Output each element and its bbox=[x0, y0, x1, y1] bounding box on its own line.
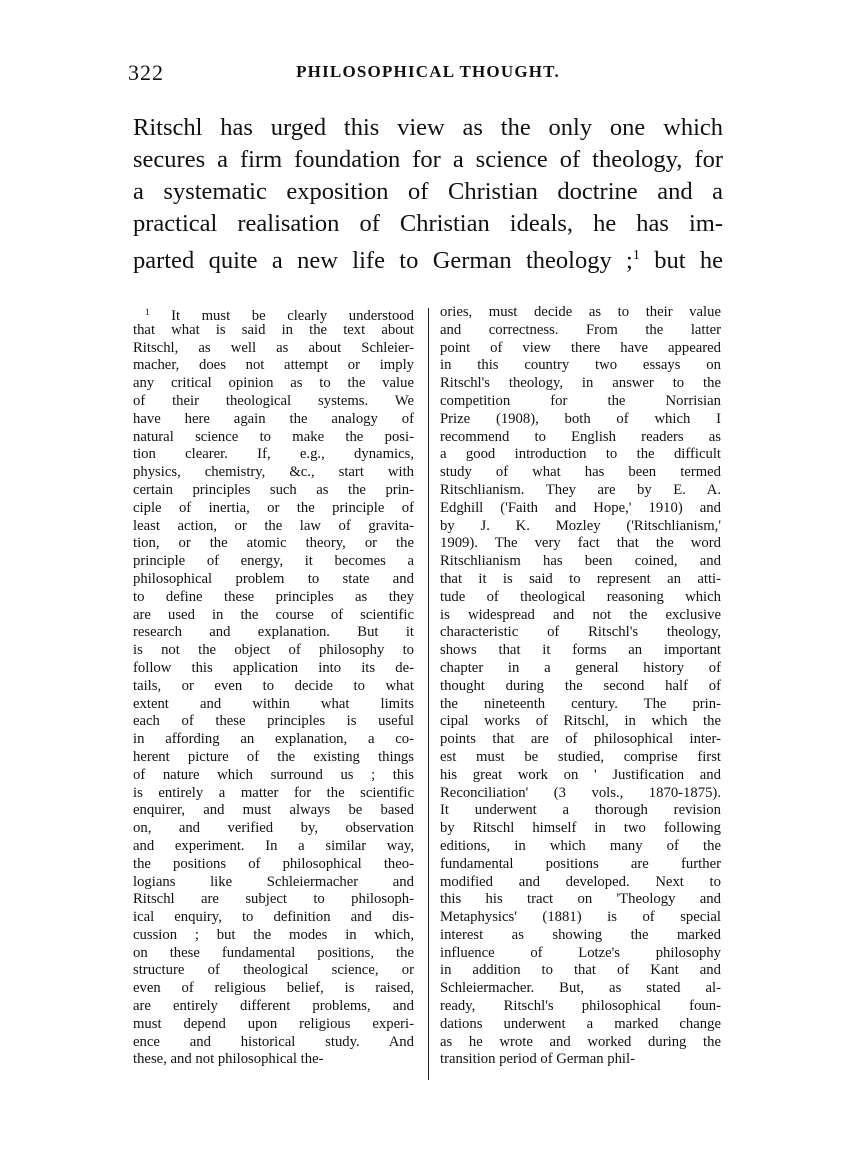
footnote-line: are used in the course of scientific bbox=[133, 606, 414, 623]
footnote-line: Reconciliation' (3 vols., 1870-1875). bbox=[440, 784, 721, 801]
footnote-line: least action, or the law of gravita- bbox=[133, 517, 414, 534]
footnote-line: ready, Ritschl's philosophical foun- bbox=[440, 998, 721, 1015]
footnote-line: of nature which surround us ; this bbox=[133, 766, 414, 783]
footnote-line: certain principles such as the prin- bbox=[133, 481, 414, 498]
footnote-line: ence and historical study. And bbox=[133, 1033, 414, 1050]
footnote-line: in addition to that of Kant and bbox=[440, 962, 721, 979]
footnote-line: on, and verified by, observation bbox=[133, 820, 414, 837]
main-line: a systematic exposition of Christian doctrine and a bbox=[133, 178, 723, 205]
footnote-line: even of religious belief, is raised, bbox=[133, 980, 414, 997]
footnote-line: by J. K. Mozley ('Ritschlianism,' bbox=[440, 517, 721, 534]
footnote-line: Ritschl are subject to philosoph- bbox=[133, 891, 414, 908]
footnote-line: 1909). The very fact that the word bbox=[440, 535, 721, 552]
footnote-line: as he wrote and worked during the bbox=[440, 1033, 721, 1050]
footnote-line: It underwent a thorough revision bbox=[440, 802, 721, 819]
main-line-with-ref bbox=[133, 240, 723, 272]
footnote-line: and correctness. From the latter bbox=[440, 321, 721, 338]
footnote-line: est must be studied, comprise first bbox=[440, 748, 721, 765]
footnote-line: competition for the Norrisian bbox=[440, 392, 721, 409]
footnote-right-column bbox=[440, 304, 721, 1069]
footnote-line: any critical opinion as to the value bbox=[133, 375, 414, 392]
footnote-line: macher, does not attempt or imply bbox=[133, 357, 414, 374]
page-header bbox=[128, 60, 728, 90]
footnote-line: tion clearer. If, e.g., dynamics, bbox=[133, 446, 414, 463]
footnote-line: are entirely different problems, and bbox=[133, 998, 414, 1015]
footnote-line: chapter in a general history of bbox=[440, 659, 721, 676]
footnote-line: interest as showing the marked bbox=[440, 926, 721, 943]
footnote-line: editions, in which many of the bbox=[440, 837, 721, 854]
running-title: PHILOSOPHICAL THOUGHT. bbox=[296, 62, 560, 81]
footnote-line: transition period of German phil- bbox=[440, 1051, 635, 1068]
footnote-line: recommend to English readers as bbox=[440, 428, 721, 445]
main-line-tail: but he bbox=[639, 247, 723, 274]
footnote-line: Metaphysics' (1881) is of special bbox=[440, 909, 721, 926]
footnote-line: characteristic of Ritschl's theology, bbox=[440, 624, 721, 641]
footnote-line: is not the object of philosophy to bbox=[133, 642, 414, 659]
footnote-line: study of what has been termed bbox=[440, 464, 721, 481]
footnote-line: dations underwent a marked change bbox=[440, 1015, 721, 1032]
footnote-line: is widespread and not the exclusive bbox=[440, 606, 721, 623]
footnote-line: a good introduction to the difficult bbox=[440, 446, 721, 463]
footnote-line: this his tract on 'Theology and bbox=[440, 891, 721, 908]
footnote-line: each of these principles is useful bbox=[133, 713, 414, 730]
footnote-line: follow this application into its de- bbox=[133, 659, 414, 676]
page-number: 322 bbox=[128, 60, 164, 85]
main-line: Ritschl has urged this view as the only one which bbox=[133, 114, 723, 141]
footnote-line: ical enquiry, to definition and dis- bbox=[133, 909, 414, 926]
main-line: practical realisation of Christian ideals, he has im- bbox=[133, 210, 723, 237]
footnote-line: have here again the analogy of bbox=[133, 410, 414, 427]
column-divider bbox=[428, 308, 429, 1080]
footnote-line: the positions of philosophical theo- bbox=[133, 855, 414, 872]
footnote-line: his great work on ' Justification and bbox=[440, 766, 721, 783]
main-paragraph bbox=[133, 112, 723, 272]
footnote-line: structure of theological science, or bbox=[133, 962, 414, 979]
footnote-line: extent and within what limits bbox=[133, 695, 414, 712]
footnote-line: Schleiermacher. But, as stated al- bbox=[440, 980, 721, 997]
footnote-marker: 1 bbox=[145, 307, 150, 317]
footnote-line: modified and developed. Next to bbox=[440, 873, 721, 890]
footnote-line: that what is said in the text about bbox=[133, 321, 414, 338]
footnote-line: Ritschl, as well as about Schleier- bbox=[133, 339, 414, 356]
footnote-line: natural science to make the posi- bbox=[133, 428, 414, 445]
footnote-line: must depend upon religious experi- bbox=[133, 1015, 414, 1032]
footnote-line: that it is said to represent an atti- bbox=[440, 570, 721, 587]
footnote-line: Ritschlianism. They are by E. A. bbox=[440, 481, 721, 498]
footnote-line: philosophical problem to state and bbox=[133, 570, 414, 587]
footnote-line: point of view there have appeared bbox=[440, 339, 721, 356]
footnote-line: tion, or the atomic theory, or the bbox=[133, 535, 414, 552]
main-line-text: parted quite a new life to German theology ; bbox=[133, 247, 633, 274]
footnote-line: cipal works of Ritschl, in which the bbox=[440, 713, 721, 730]
footnote-line bbox=[133, 304, 414, 322]
footnote-line: in this country two essays on bbox=[440, 357, 721, 374]
footnote-line: Prize (1908), both of which I bbox=[440, 410, 721, 427]
footnote-line: of their theological systems. We bbox=[133, 392, 414, 409]
footnote-line: to define these principles as they bbox=[133, 588, 414, 605]
footnote-line: and experiment. In a similar way, bbox=[133, 837, 414, 854]
footnote-line: enquirer, and must always be based bbox=[133, 802, 414, 819]
footnote-reference: 1 bbox=[632, 248, 640, 263]
footnote-line: points that are of philosophical inter- bbox=[440, 731, 721, 748]
footnote-line: tails, or even to decide to what bbox=[133, 677, 414, 694]
footnote-line: shows that it forms an important bbox=[440, 642, 721, 659]
footnote-line: ories, must decide as to their value bbox=[440, 304, 721, 320]
footnote-line: tude of theological reasoning which bbox=[440, 588, 721, 605]
footnote-line-text: It must be clearly understood bbox=[171, 308, 414, 324]
footnote-line: on these fundamental positions, the bbox=[133, 944, 414, 961]
footnote-left-column bbox=[133, 304, 414, 1069]
footnote-block bbox=[133, 304, 725, 1094]
footnote-line: principle of energy, it becomes a bbox=[133, 553, 414, 570]
footnote-line: the nineteenth century. The prin- bbox=[440, 695, 721, 712]
footnote-line: in affording an explanation, a co- bbox=[133, 731, 414, 748]
footnote-line: ciple of inertia, or the principle of bbox=[133, 499, 414, 516]
footnote-line: herent picture of the existing things bbox=[133, 748, 414, 765]
footnote-line: logians like Schleiermacher and bbox=[133, 873, 414, 890]
footnote-line: cussion ; but the modes in which, bbox=[133, 926, 414, 943]
footnote-line: these, and not philosophical the- bbox=[133, 1051, 324, 1068]
main-line: secures a firm foundation for a science of theology, for bbox=[133, 146, 723, 173]
footnote-line: thought during the second half of bbox=[440, 677, 721, 694]
footnote-line: is entirely a matter for the scientific bbox=[133, 784, 414, 801]
footnote-line: Ritschl's theology, in answer to the bbox=[440, 375, 721, 392]
footnote-line: by Ritschl himself in two following bbox=[440, 820, 721, 837]
footnote-line: research and explanation. But it bbox=[133, 624, 414, 641]
footnote-line: influence of Lotze's philosophy bbox=[440, 944, 721, 961]
footnote-line: physics, chemistry, &c., start with bbox=[133, 464, 414, 481]
footnote-line: fundamental positions are further bbox=[440, 855, 721, 872]
footnote-line: Ritschlianism has been coined, and bbox=[440, 553, 721, 570]
footnote-line: Edghill ('Faith and Hope,' 1910) and bbox=[440, 499, 721, 516]
